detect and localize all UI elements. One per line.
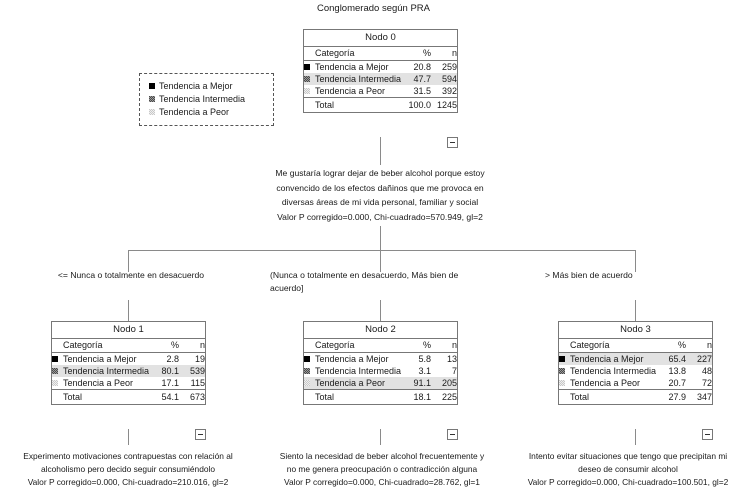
header-pct: % [677, 340, 686, 350]
swatch-light-gray-icon [304, 380, 310, 386]
row-category: Tendencia a Peor [63, 378, 134, 388]
table-row [52, 377, 205, 390]
leaf-line-2: alcoholismo pero decido seguir consumiéndolo [40, 464, 216, 474]
leaf-split-text-node-3 [510, 450, 746, 489]
header-n: n [451, 340, 457, 350]
swatch-dark-gray-icon [304, 368, 310, 374]
leaf-stats: Valor P corregido=0.000, Chi-cuadrado=210.016, gl=2 [27, 477, 229, 487]
legend-label: Tendencia a Peor [159, 107, 230, 117]
legend [139, 73, 274, 126]
total-n: 347 [696, 392, 712, 402]
row-pct: 31.5 [413, 86, 431, 96]
table-row [559, 353, 712, 365]
leaf-line-2: deseo de consumir alcohol [578, 464, 678, 474]
legend-item-intermedia [149, 93, 263, 106]
row-category: Tendencia a Peor [315, 378, 386, 388]
row-category: Tendencia a Mejor [570, 354, 644, 364]
row-category: Tendencia a Mejor [63, 354, 137, 364]
swatch-dark-gray-icon [304, 76, 310, 82]
table-row [304, 353, 457, 365]
table-row [304, 377, 457, 390]
connector-root-down [380, 137, 381, 165]
row-pct: 13.8 [668, 366, 686, 376]
total-pct: 18.1 [413, 392, 431, 402]
collapse-node-1-button[interactable] [195, 429, 206, 440]
connector-into-node-3 [635, 300, 636, 322]
tree-node-nodo-0[interactable] [303, 29, 458, 113]
total-pct: 100.0 [408, 100, 431, 110]
connector-node-1-down [128, 429, 129, 445]
row-category: Tendencia a Peor [315, 86, 386, 96]
row-pct: 80.1 [161, 366, 179, 376]
leaf-line-1: Experimento motivaciones contrapuestas con relación al [23, 451, 233, 461]
collapse-node-0-button[interactable] [447, 137, 458, 148]
row-pct: 47.7 [413, 74, 431, 84]
table-row [559, 365, 712, 377]
swatch-black-icon [304, 64, 310, 70]
row-n: 392 [441, 86, 457, 96]
row-pct: 17.1 [161, 378, 179, 388]
table-row [304, 61, 457, 73]
table-header-row [52, 339, 205, 353]
split-line-1: Me gustaría lograr dejar de beber alcohol porque estoy [275, 168, 485, 178]
branch-label-middle-line-1: (Nunca o totalmente en desacuerdo, Más bien de [270, 270, 459, 280]
row-n: 227 [696, 354, 712, 364]
swatch-black-icon [149, 83, 155, 89]
root-split-criterion [190, 166, 570, 224]
leaf-line-1: Siento la necesidad de beber alcohol frecuentemente y [279, 451, 485, 461]
legend-label: Tendencia a Mejor [159, 81, 233, 91]
total-label: Total [570, 392, 590, 402]
row-category: Tendencia Intermedia [315, 366, 402, 376]
total-n: 1245 [436, 100, 457, 110]
swatch-black-icon [52, 356, 58, 362]
branch-label-left: <= Nunca o totalmente en desacuerdo [57, 270, 205, 280]
total-pct: 27.9 [668, 392, 686, 402]
header-categoria: Categoría [315, 48, 355, 58]
table-row [304, 85, 457, 98]
table-row [304, 365, 457, 377]
total-label: Total [315, 100, 335, 110]
node-stats-table [559, 339, 712, 404]
node-title: Nodo 1 [52, 322, 205, 339]
row-n: 594 [441, 74, 457, 84]
tree-node-nodo-2[interactable] [303, 321, 458, 405]
swatch-light-gray-icon [149, 109, 155, 115]
row-n: 205 [441, 378, 457, 388]
swatch-light-gray-icon [559, 380, 565, 386]
leaf-split-text-node-1 [2, 450, 254, 489]
row-category: Tendencia Intermedia [63, 366, 150, 376]
legend-item-mejor [149, 80, 263, 93]
total-n: 673 [189, 392, 205, 402]
table-header-row [559, 339, 712, 353]
connector-into-node-1 [128, 300, 129, 322]
row-n: 259 [441, 62, 457, 72]
swatch-dark-gray-icon [149, 96, 155, 102]
row-n: 19 [194, 354, 205, 364]
row-n: 72 [701, 378, 712, 388]
node-title: Nodo 3 [559, 322, 712, 339]
row-pct: 2.8 [166, 354, 179, 364]
leaf-stats: Valor P corregido=0.000, Chi-cuadrado=100.501, gl=2 [527, 477, 729, 487]
header-categoria: Categoría [315, 340, 355, 350]
connector-into-node-2 [380, 300, 381, 322]
header-pct: % [422, 340, 431, 350]
node-title: Nodo 2 [304, 322, 457, 339]
swatch-dark-gray-icon [52, 368, 58, 374]
header-n: n [199, 340, 205, 350]
row-n: 13 [446, 354, 457, 364]
branch-label-middle-line-2: acuerdo] [270, 283, 304, 293]
header-pct: % [170, 340, 179, 350]
swatch-light-gray-icon [304, 88, 310, 94]
row-n: 539 [189, 366, 205, 376]
row-pct: 91.1 [413, 378, 431, 388]
table-total-row [304, 98, 457, 112]
row-category: Tendencia Intermedia [315, 74, 402, 84]
split-line-3: diversas áreas de mi vida personal, familiar y social [281, 197, 479, 207]
split-stats: Valor P corregido=0.000, Chi-cuadrado=570.949, gl=2 [277, 211, 483, 222]
leaf-line-1: Intento evitar situaciones que tengo que precipitan mi [528, 451, 728, 461]
swatch-black-icon [304, 356, 310, 362]
page-title: Conglomerado según PRA [316, 3, 430, 14]
header-n: n [451, 48, 457, 58]
swatch-light-gray-icon [52, 380, 58, 386]
branch-label-right: > Más bien de acuerdo [545, 270, 633, 280]
row-n: 48 [701, 366, 712, 376]
row-pct: 5.8 [418, 354, 431, 364]
connector-node-2-down [380, 429, 381, 445]
header-categoria: Categoría [63, 340, 103, 350]
swatch-dark-gray-icon [559, 368, 565, 374]
row-n: 115 [190, 378, 205, 388]
header-pct: % [422, 48, 431, 58]
leaf-line-2: no me genera preocupación o contradicción alguna [286, 464, 478, 474]
row-pct: 3.1 [418, 366, 431, 376]
row-category: Tendencia a Mejor [315, 62, 389, 72]
row-n: 7 [451, 366, 457, 376]
table-row [52, 353, 205, 365]
swatch-black-icon [559, 356, 565, 362]
total-pct: 54.1 [161, 392, 179, 402]
tree-node-nodo-3[interactable] [558, 321, 713, 405]
total-label: Total [63, 392, 83, 402]
split-line-2: convencido de los efectos dañinos que me provoca en [276, 182, 484, 193]
collapse-node-3-button[interactable] [702, 429, 713, 440]
table-header-row [304, 47, 457, 61]
node-stats-table [52, 339, 205, 404]
connector-horizontal-bus [128, 250, 636, 251]
row-category: Tendencia a Peor [570, 378, 641, 388]
row-pct: 20.8 [413, 62, 431, 72]
node-stats-table [304, 339, 457, 404]
table-total-row [304, 390, 457, 404]
leaf-stats: Valor P corregido=0.000, Chi-cuadrado=28.762, gl=1 [284, 477, 480, 487]
header-categoria: Categoría [570, 340, 610, 350]
connector-node-3-down [635, 429, 636, 445]
row-category: Tendencia Intermedia [570, 366, 657, 376]
table-total-row [559, 390, 712, 404]
table-row [304, 73, 457, 85]
table-header-row [304, 339, 457, 353]
table-row [52, 365, 205, 377]
row-category: Tendencia a Mejor [315, 354, 389, 364]
legend-item-peor [149, 106, 263, 119]
total-n: 225 [441, 392, 457, 402]
node-stats-table [304, 47, 457, 112]
row-pct: 20.7 [668, 378, 686, 388]
total-label: Total [315, 392, 335, 402]
node-title: Nodo 0 [304, 30, 457, 47]
connector-split-down [380, 226, 381, 251]
table-row [559, 377, 712, 390]
leaf-split-text-node-2 [258, 450, 506, 489]
row-pct: 65.4 [668, 354, 686, 364]
branch-label-middle [270, 269, 495, 295]
table-total-row [52, 390, 205, 404]
legend-label: Tendencia Intermedia [159, 94, 246, 104]
tree-node-nodo-1[interactable] [51, 321, 206, 405]
header-n: n [706, 340, 712, 350]
collapse-node-2-button[interactable] [447, 429, 458, 440]
